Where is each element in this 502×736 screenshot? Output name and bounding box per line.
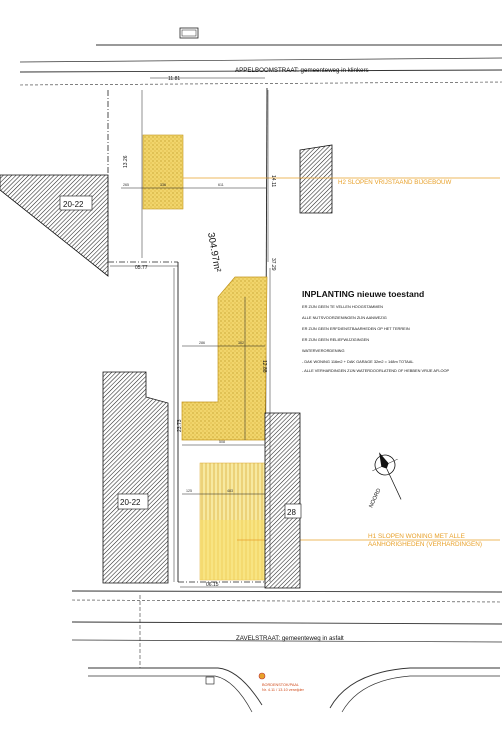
plan-note-5: WATERVERORDENING <box>302 348 345 353</box>
north-label: NOORD <box>368 487 383 509</box>
dim-left-lower: 23.73 <box>177 419 183 432</box>
plan-note-1: ER ZIJN GEEN TE VELLEN HOOGSTAMMEN <box>302 304 383 309</box>
bottom-road <box>72 591 502 712</box>
dim-annex-width: 336 <box>160 183 166 187</box>
dim-mid-left: 05.77 <box>135 265 148 271</box>
neighbour-top-right <box>300 145 332 213</box>
plot-area-label: 304.97m² <box>205 231 223 274</box>
annex-h2 <box>143 135 183 209</box>
neighbour-bottom-right-label: 28 <box>287 508 296 517</box>
bottom-street-label: ZAVELSTRAAT: gemeenteweg in asfalt <box>236 635 344 642</box>
h2-demolition-label: H2 SLOPEN VRIJSTAAND BIJGEBOUW <box>338 179 452 186</box>
neighbour-bottom-left-label: 20-22 <box>120 498 141 507</box>
dim-drive-width: 483 <box>227 489 233 493</box>
dim-left-upper: 13.26 <box>123 155 129 168</box>
dim-house-front: 508 <box>219 440 225 444</box>
dim-right-upper: 14.11 <box>270 175 276 188</box>
plan-note-6: - DAK WONING 116m2 + DAK GARAGE 32m2 = 148m TOTAAL <box>302 359 414 364</box>
plan-note-3: ER ZIJN GEEN ERFDIENSTBAARHEDEN OP HET TERREIN <box>302 326 410 331</box>
new-house-footprint <box>182 277 267 440</box>
neighbour-top-left-label: 20-22 <box>63 200 84 209</box>
dim-annex-left: 265 <box>123 183 129 187</box>
top-street-label: APPELBOOMSTRAAT: gemeenteweg in klinkers <box>235 67 369 74</box>
dim-bottom-frontage: 06.15 <box>206 582 219 588</box>
dim-annex-right: 611 <box>218 183 224 187</box>
sign-note-line1: BORDENSTOK/PAAL <box>262 683 299 687</box>
top-road <box>20 28 502 85</box>
dim-top-frontage: 11.81 <box>168 76 181 82</box>
h1-demolition-label-line2: AANHORIGHEDEN (VERHARDINGEN) <box>368 541 482 548</box>
dim-house-width: 362 <box>238 341 244 345</box>
dim-house-depth: 12.88 <box>261 360 267 373</box>
plan-title: INPLANTING nieuwe toestand <box>302 289 425 299</box>
neighbour-top-left <box>0 175 108 276</box>
plan-note-2: ALLE NUTSVOORZIENINGEN ZIJN AANWEZIG <box>302 315 387 320</box>
neighbour-bottom-left <box>103 372 168 583</box>
plan-note-4: ER ZIJN GEEN RELIEFWIJZIGINGEN <box>302 337 370 342</box>
h1-demolition-label-line1: H1 SLOPEN WONING MET ALLE <box>368 533 465 540</box>
dim-right-lower: 37.29 <box>270 258 276 271</box>
dim-house-gap: 286 <box>199 341 205 345</box>
sign-note-line2: Nr. 4.11 / 13.10 verwijder <box>262 688 304 692</box>
dim-drive-left: 125 <box>186 489 192 493</box>
plan-note-7: - ALLE VERHARDINGEN ZIJN WATERDOORLATEND OF HEBBEN VRIJE AFLOOP <box>302 368 450 373</box>
